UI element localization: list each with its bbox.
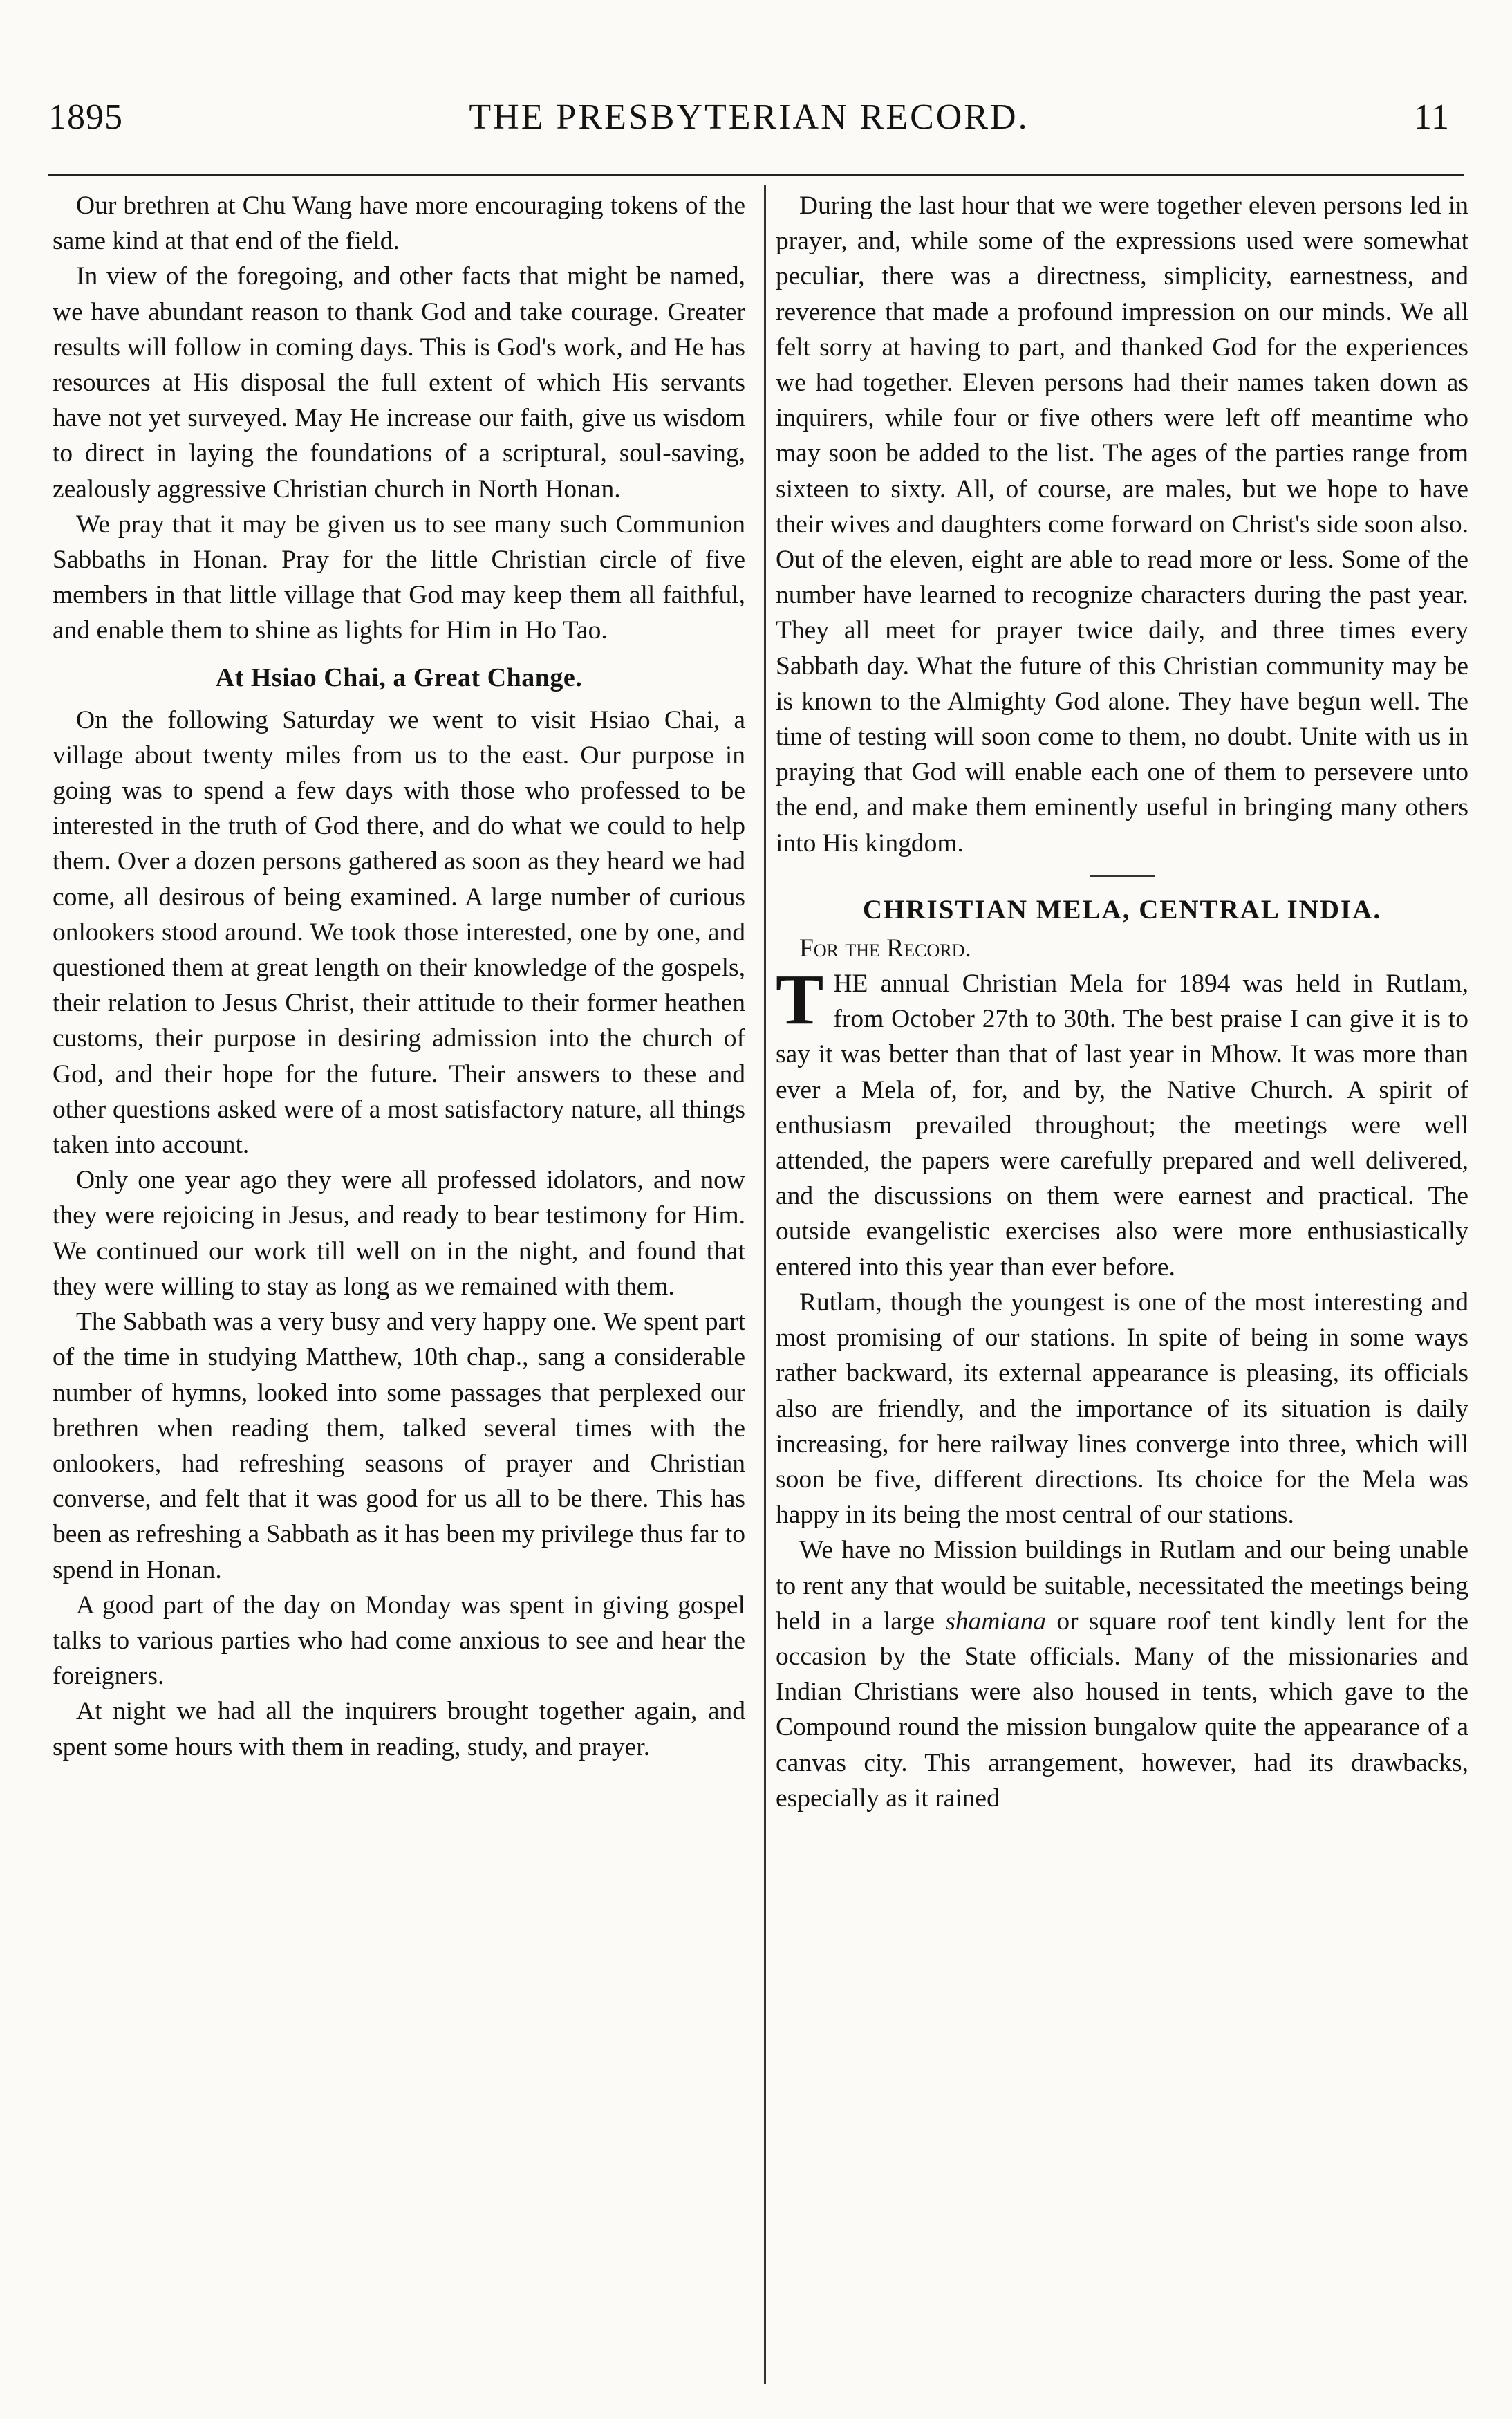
paragraph: On the following Saturday we went to visit Hsiao Chai, a village about twenty miles from us to the east. Our purpose in going was to spend a few days with those who professed to be interested in the truth of God there, and do what we could to help them. Over a dozen persons gathered as soon as they heard we had come, all desirous of being examined. A large number of curious onlookers stood around. We took those interested, one by one, and questioned them at great length on their knowledge of the gospels, their relation to Jesus Christ, their attitude to their former heathen customs, their purpose in desiring admission into the church of God, and their hope for the future. Their answers to these and other questions asked were of a most satisfactory nature, all things taken into account. <box>53 705 745 1160</box>
paragraph <box>776 1532 1468 1816</box>
paragraph-text: or square roof tent kindly lent for the occasion by the State officials. Many of the missionaries and Indian Christians were also housed in tents, which gave to the Compound round the mission bungalow quite the appearance of a canvas city. This arrangement, however, had its drawbacks, especially as it rained <box>776 1606 1468 1813</box>
paragraph: The Sabbath was a very busy and very happy one. We spent part of the time in studying Matthew, 10th chap., sang a considerable number of hymns, looked into some passages that perplexed our brethren when reading them, talked several times with the onlookers, had refreshing seasons of prayer and Christian converse, and felt that it was good for us all to be there. This has been as refreshing a Sabbath as it has been my privilege thus far to spend in Honan. <box>53 1308 745 1584</box>
page-number: 11 <box>1413 98 1450 137</box>
drop-cap-letter: T <box>776 960 824 1040</box>
section-divider <box>1090 875 1155 877</box>
left-column <box>53 188 745 2394</box>
byline: For the Record. <box>799 934 971 963</box>
paragraph-text: We have no Mission buildings in Rutlam and our being unable to rent any that would be suitable, necessitated the meetings being held in a large <box>776 1536 1468 1635</box>
paragraph: At night we had all the inquirers brought together again, and spent some hours with them in reading, study, and prayer. <box>53 1697 745 1761</box>
paragraph: Rutlam, though the youngest is one of the most interesting and most promising of our stations. In spite of being in some ways rather backward, its external appearance is pleasing, its officials also are friendly, and the importance of its situation is daily increasing, for here railway lines converge into three, which will soon be five, different directions. Its choice for the Mela was happy in its being the most central of our stations. <box>776 1288 1468 1530</box>
publication-title: THE PRESBYTERIAN RECORD. <box>469 98 1029 137</box>
article-heading: CHRISTIAN MELA, CENTRAL INDIA. <box>862 894 1382 925</box>
header-rule <box>48 174 1464 176</box>
paragraph-dropcap <box>776 960 1468 1285</box>
emphasized-term: shamiana <box>945 1606 1047 1635</box>
paragraph: Our brethren at Chu Wang have more encouraging tokens of the same kind at that end of the field. <box>53 192 745 256</box>
paragraph: A good part of the day on Monday was spent in giving gospel talks to various parties who had come anxious to see and hear the foreigners. <box>53 1591 745 1691</box>
page-header <box>48 97 1450 145</box>
right-column <box>776 188 1468 2394</box>
paragraph-text: HE annual Christian Mela for 1894 was held in Rutlam, from October 27th to 30th. The best praise I can give it is to say it was better than that of last year in Mhow. It was more than ever a Mela of, for, and by, the Native Church. A spirit of enthusiasm prevailed throughout; the meetings were well attended, the papers were carefully prepared and well delivered, and the discussions on them were earnest and practical. The outside evangelistic exercises also were more enthusiastically entered into this year than ever before. <box>776 970 1468 1281</box>
section-heading: At Hsiao Chai, a Great Change. <box>215 662 583 692</box>
paragraph: Only one year ago they were all professed idolators, and now they were rejoicing in Jesus, and ready to bear testimony for Him. We continued our work till well on in the night, and found that they were willing to stay as long as we remained with them. <box>53 1166 745 1301</box>
paragraph: During the last hour that we were together eleven persons led in prayer, and, while some of the expressions used were somewhat peculiar, there was a directness, simplicity, earnestness, and reverence that made a profound impression on our minds. We all felt sorry at having to part, and thanked God for the experiences we had together. Eleven persons had their names taken down as inquirers, while four or five others were left off meantime who may soon be added to the list. The ages of the parties range from sixteen to sixty. All, of course, are males, but we hope to have their wives and daughters come forward on Christ's side soon also. Out of the eleven, eight are able to read more or less. Some of the number have learned to recognize characters during the past year. They all meet for prayer twice daily, and three times every Sabbath day. What the future of this Christian community may be is known to the Almighty God alone. They have begun well. The time of testing will soon come to them, no doubt. Unite with us in praying that God will enable each one of them to persevere unto the end, and make them eminently useful in bringing many others into His kingdom. <box>776 192 1468 858</box>
column-divider <box>764 185 766 2384</box>
paragraph: We pray that it may be given us to see many such Communion Sabbaths in Honan. Pray for the little Christian circle of five members in that little village that God may keep them all faithful, and enable them to shine as lights for Him in Ho Tao. <box>53 510 745 645</box>
paragraph: In view of the foregoing, and other facts that might be named, we have abundant reason to thank God and take courage. Greater results will follow in coming days. This is God's work, and He has resources at His disposal the full extent of which His servants have not yet surveyed. May He increase our faith, give us wisdom to direct in laying the foundations of a scriptural, soul-saving, zealously aggressive Christian church in North Honan. <box>53 262 745 503</box>
header-year: 1895 <box>48 98 123 137</box>
